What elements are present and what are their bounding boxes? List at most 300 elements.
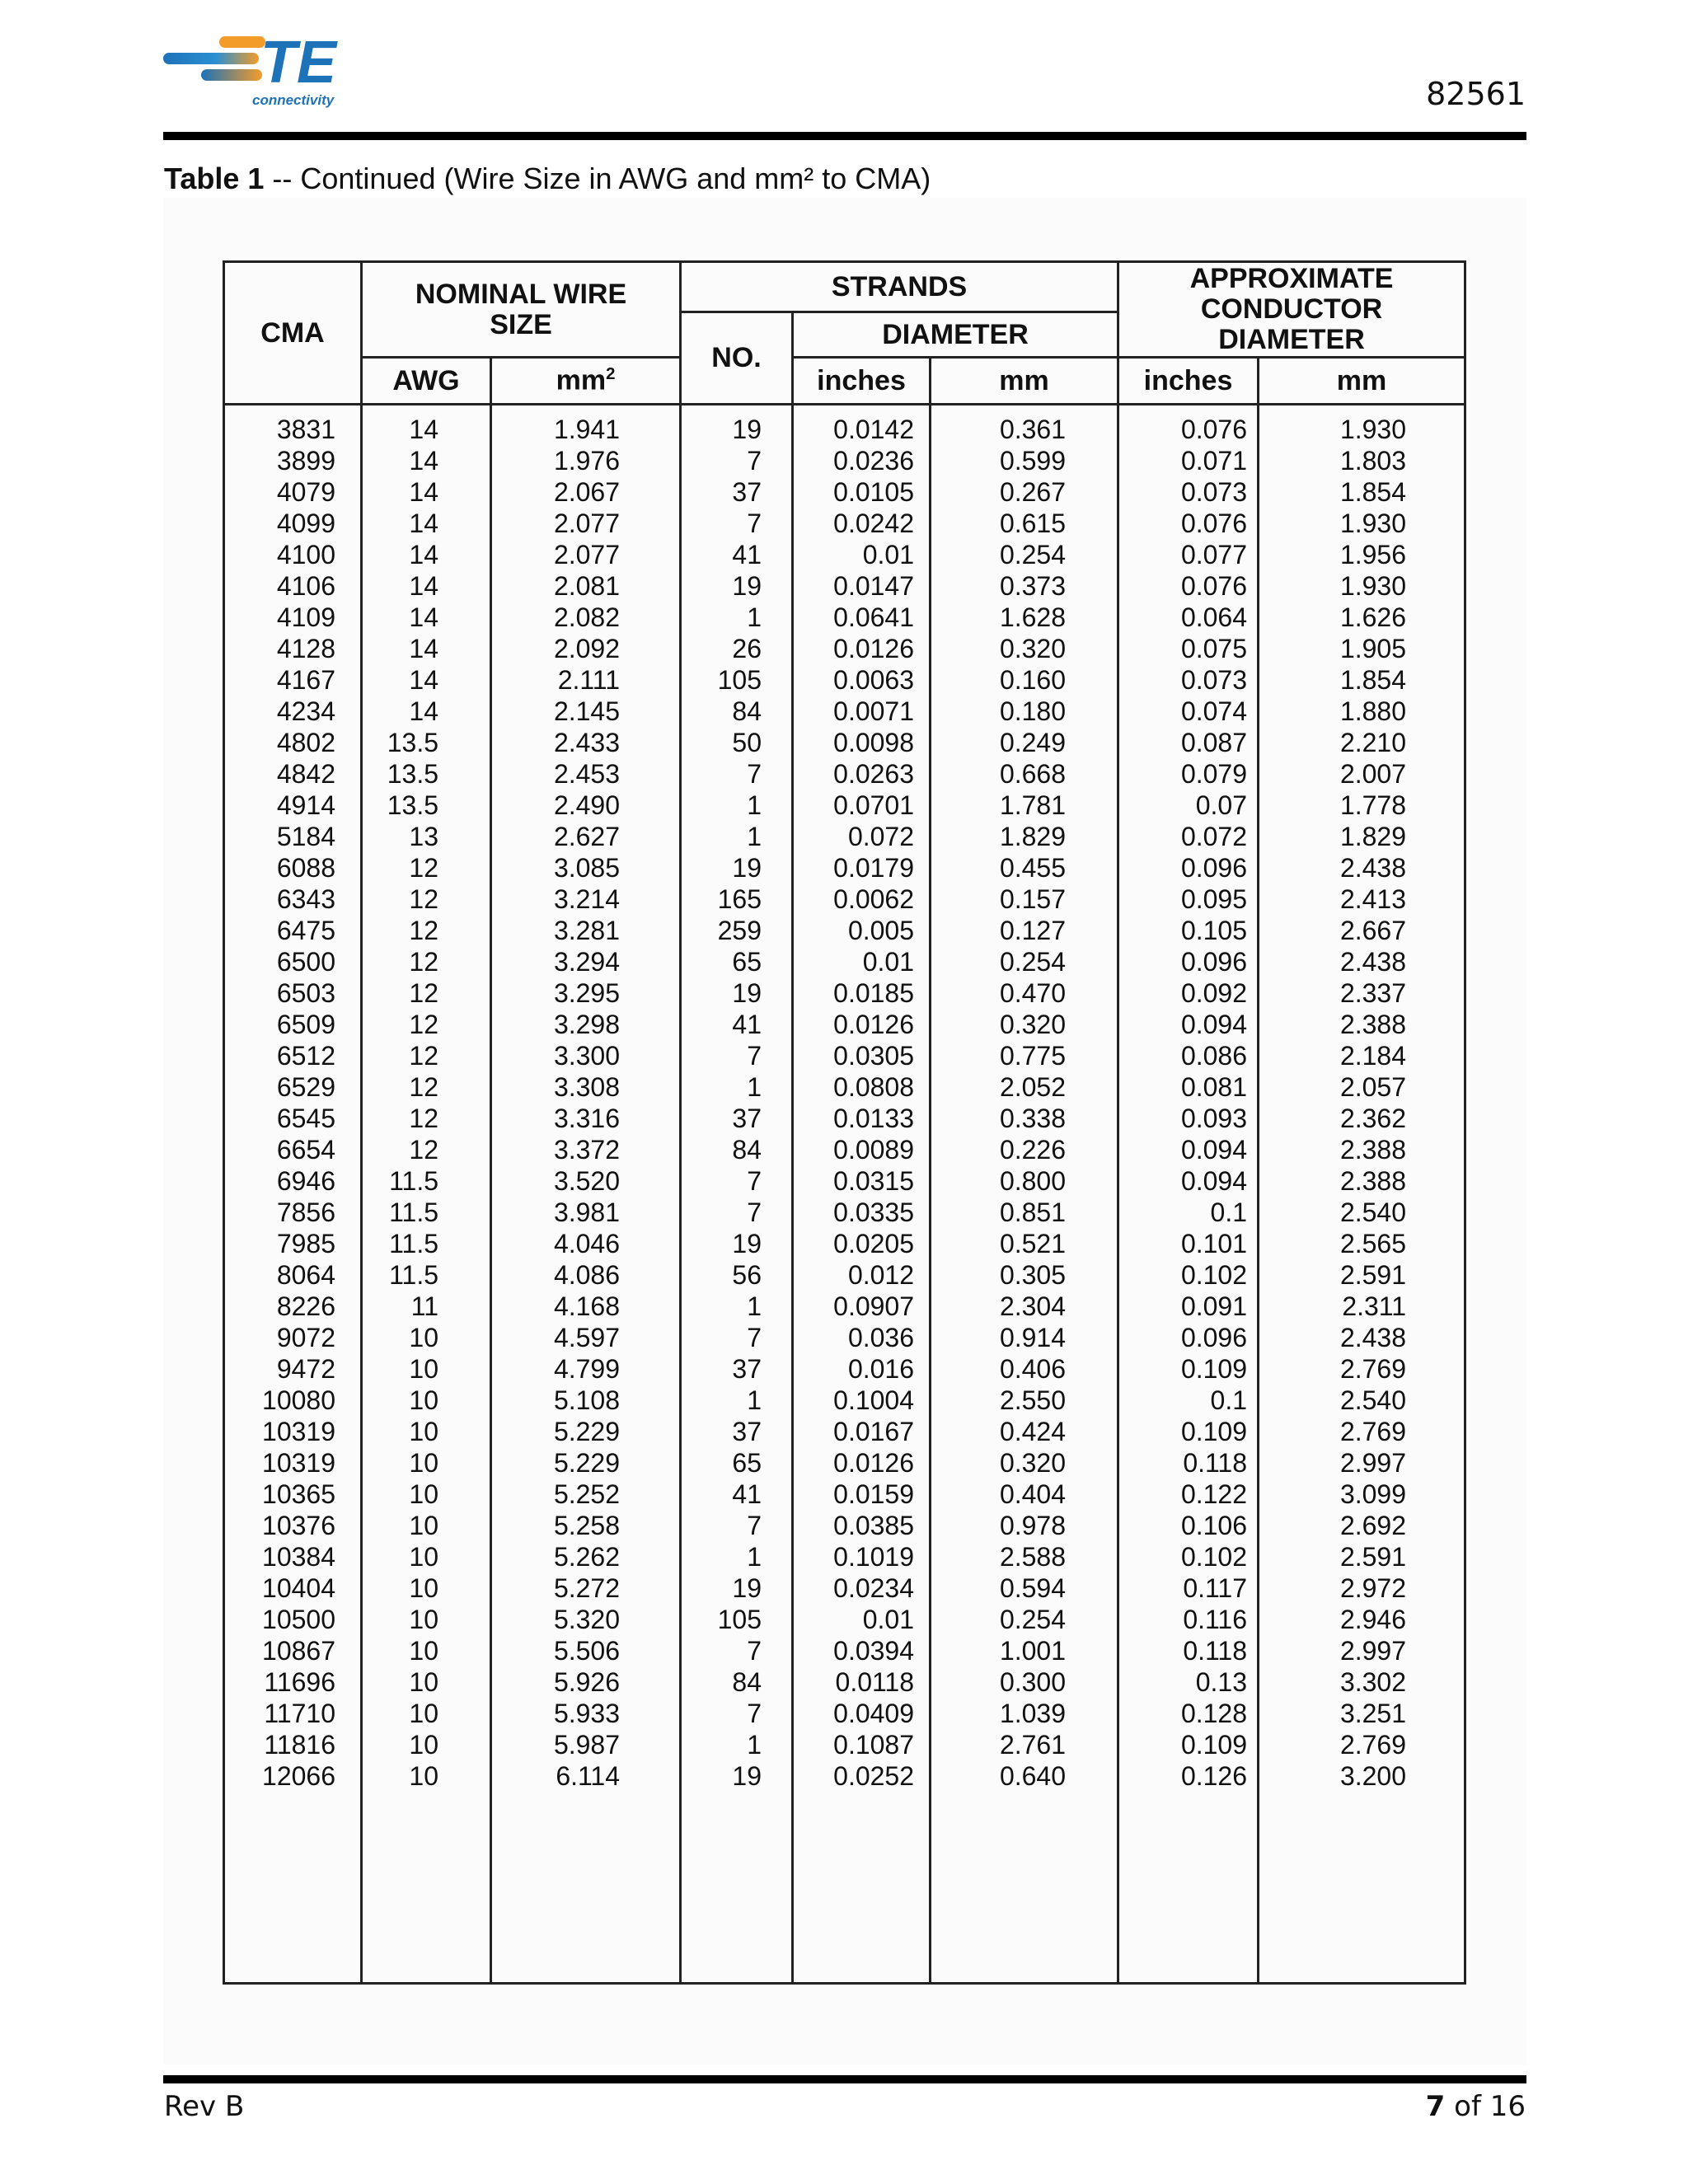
- cell-mm2: 5.229: [491, 1416, 681, 1447]
- cell-conductor-mm: 2.438: [1259, 946, 1465, 977]
- cell-awg: 11.5: [362, 1197, 491, 1228]
- cell-strand-inches: 0.0126: [793, 1447, 931, 1479]
- table-row: [224, 1729, 1465, 1760]
- cell-strand-count: 7: [681, 1698, 793, 1729]
- cell-strand-count: 7: [681, 508, 793, 539]
- cell-mm2: 2.082: [491, 602, 681, 633]
- header-rule: [163, 132, 1526, 140]
- cell-conductor-inches: 0.102: [1118, 1541, 1259, 1572]
- cell-cma: 11816: [224, 1729, 362, 1760]
- table-row: [224, 1134, 1465, 1165]
- cell-awg: 13.5: [362, 790, 491, 821]
- cell-awg: 12: [362, 852, 491, 883]
- cell-awg: 14: [362, 664, 491, 696]
- cell-strand-mm: 0.851: [931, 1197, 1118, 1228]
- cell-strand-mm: 0.599: [931, 445, 1118, 476]
- cell-strand-inches: 0.0098: [793, 727, 931, 758]
- cell-conductor-mm: 1.930: [1259, 508, 1465, 539]
- cell-strand-count: 1: [681, 1071, 793, 1103]
- filler-cell: [931, 1792, 1118, 1984]
- cell-strand-mm: 0.267: [931, 476, 1118, 508]
- cell-strand-inches: 0.005: [793, 915, 931, 946]
- document-number: 82561: [1426, 76, 1526, 112]
- table-row: [224, 1103, 1465, 1134]
- cell-mm2: 5.252: [491, 1479, 681, 1510]
- cell-strand-inches: 0.0142: [793, 405, 931, 446]
- cell-strand-count: 19: [681, 1760, 793, 1792]
- cell-cma: 10080: [224, 1385, 362, 1416]
- cell-mm2: 3.214: [491, 883, 681, 915]
- cell-conductor-mm: 2.210: [1259, 727, 1465, 758]
- cell-strand-mm: 0.455: [931, 852, 1118, 883]
- cell-mm2: 5.229: [491, 1447, 681, 1479]
- te-connectivity-logo: [162, 33, 368, 111]
- cell-strand-mm: 0.320: [931, 633, 1118, 664]
- cell-strand-count: 165: [681, 883, 793, 915]
- cell-mm2: 1.976: [491, 445, 681, 476]
- table-row: [224, 1165, 1465, 1197]
- cell-strand-mm: 0.424: [931, 1416, 1118, 1447]
- cell-conductor-inches: 0.093: [1118, 1103, 1259, 1134]
- table-row: [224, 1259, 1465, 1291]
- cell-cma: 5184: [224, 821, 362, 852]
- cell-cma: 10500: [224, 1604, 362, 1635]
- cell-mm2: 3.316: [491, 1103, 681, 1134]
- cell-mm2: 3.294: [491, 946, 681, 977]
- cell-awg: 12: [362, 1040, 491, 1071]
- cell-conductor-inches: 0.118: [1118, 1635, 1259, 1666]
- cell-conductor-inches: 0.064: [1118, 602, 1259, 633]
- cell-conductor-inches: 0.094: [1118, 1165, 1259, 1197]
- cell-strand-count: 7: [681, 758, 793, 790]
- cell-conductor-mm: 2.997: [1259, 1447, 1465, 1479]
- cell-conductor-inches: 0.095: [1118, 883, 1259, 915]
- cell-cma: 4079: [224, 476, 362, 508]
- cell-conductor-inches: 0.072: [1118, 821, 1259, 852]
- cell-cma: 6946: [224, 1165, 362, 1197]
- cell-awg: 12: [362, 883, 491, 915]
- cell-strand-mm: 1.039: [931, 1698, 1118, 1729]
- cell-awg: 11.5: [362, 1259, 491, 1291]
- cell-conductor-mm: 2.769: [1259, 1353, 1465, 1385]
- cell-strand-mm: 1.829: [931, 821, 1118, 852]
- cell-strand-mm: 0.914: [931, 1322, 1118, 1353]
- cell-conductor-inches: 0.076: [1118, 508, 1259, 539]
- cell-conductor-mm: 2.769: [1259, 1416, 1465, 1447]
- cell-cma: 4802: [224, 727, 362, 758]
- cell-strand-inches: 0.0133: [793, 1103, 931, 1134]
- cell-mm2: 3.298: [491, 1009, 681, 1040]
- cell-strand-inches: 0.01: [793, 946, 931, 977]
- cell-cma: 6500: [224, 946, 362, 977]
- table-row: [224, 476, 1465, 508]
- table-row: [224, 1197, 1465, 1228]
- cell-conductor-inches: 0.071: [1118, 445, 1259, 476]
- cell-strand-inches: 0.0118: [793, 1666, 931, 1698]
- cell-conductor-inches: 0.117: [1118, 1572, 1259, 1604]
- cell-strand-mm: 0.254: [931, 946, 1118, 977]
- cell-cma: 8064: [224, 1259, 362, 1291]
- header-approx-conductor-diameter: [1118, 262, 1465, 358]
- cell-conductor-inches: 0.076: [1118, 405, 1259, 446]
- cell-strand-count: 1: [681, 790, 793, 821]
- cell-strand-mm: 0.406: [931, 1353, 1118, 1385]
- header-approx-label: APPROXIMATE CONDUCTOR DIAMETER: [1189, 263, 1394, 355]
- logo-brand-sub: connectivity: [252, 92, 335, 108]
- cell-conductor-mm: 2.057: [1259, 1071, 1465, 1103]
- cell-conductor-inches: 0.116: [1118, 1604, 1259, 1635]
- cell-conductor-inches: 0.128: [1118, 1698, 1259, 1729]
- table-row: [224, 508, 1465, 539]
- cell-awg: 12: [362, 946, 491, 977]
- cell-awg: 14: [362, 602, 491, 633]
- cell-strand-mm: 0.404: [931, 1479, 1118, 1510]
- cell-cma: 7985: [224, 1228, 362, 1259]
- cell-strand-count: 65: [681, 1447, 793, 1479]
- cell-strand-inches: 0.072: [793, 821, 931, 852]
- page-number: [1426, 2090, 1526, 2123]
- cell-mm2: 4.168: [491, 1291, 681, 1322]
- cell-mm2: 5.258: [491, 1510, 681, 1541]
- cell-strand-inches: 0.0315: [793, 1165, 931, 1197]
- cell-strand-count: 19: [681, 977, 793, 1009]
- cell-conductor-mm: 2.946: [1259, 1604, 1465, 1635]
- cell-strand-inches: 0.0147: [793, 570, 931, 602]
- cell-conductor-mm: 2.667: [1259, 915, 1465, 946]
- table-row: [224, 915, 1465, 946]
- cell-awg: 13.5: [362, 727, 491, 758]
- cell-strand-mm: 0.615: [931, 508, 1118, 539]
- cell-strand-count: 7: [681, 1510, 793, 1541]
- cell-cma: 4100: [224, 539, 362, 570]
- cell-awg: 11: [362, 1291, 491, 1322]
- cell-strand-inches: 0.0062: [793, 883, 931, 915]
- cell-mm2: 3.281: [491, 915, 681, 946]
- cell-conductor-inches: 0.094: [1118, 1134, 1259, 1165]
- cell-strand-count: 84: [681, 696, 793, 727]
- table-row: [224, 790, 1465, 821]
- cell-conductor-inches: 0.096: [1118, 946, 1259, 977]
- cell-mm2: 4.086: [491, 1259, 681, 1291]
- cell-strand-count: 84: [681, 1666, 793, 1698]
- cell-strand-inches: 0.0335: [793, 1197, 931, 1228]
- cell-conductor-mm: 2.388: [1259, 1165, 1465, 1197]
- cell-cma: 6512: [224, 1040, 362, 1071]
- cell-strand-inches: 0.0063: [793, 664, 931, 696]
- cell-conductor-mm: 2.438: [1259, 852, 1465, 883]
- cell-strand-count: 65: [681, 946, 793, 977]
- table-row: [224, 852, 1465, 883]
- cell-conductor-mm: 1.778: [1259, 790, 1465, 821]
- cell-cma: 10404: [224, 1572, 362, 1604]
- header-nominal-wire-size-label: NOMINAL WIRE SIZE: [415, 278, 627, 340]
- cell-cma: 4109: [224, 602, 362, 633]
- cell-conductor-mm: 2.591: [1259, 1541, 1465, 1572]
- cell-awg: 10: [362, 1353, 491, 1385]
- cell-conductor-inches: 0.073: [1118, 664, 1259, 696]
- cell-mm2: 2.627: [491, 821, 681, 852]
- cell-strand-inches: 0.0305: [793, 1040, 931, 1071]
- cell-strand-mm: 0.127: [931, 915, 1118, 946]
- cell-strand-count: 37: [681, 1416, 793, 1447]
- cell-conductor-mm: 1.854: [1259, 664, 1465, 696]
- cell-awg: 10: [362, 1666, 491, 1698]
- cell-strand-inches: 0.1019: [793, 1541, 931, 1572]
- cell-strand-mm: 2.304: [931, 1291, 1118, 1322]
- cell-cma: 10867: [224, 1635, 362, 1666]
- cell-strand-count: 1: [681, 821, 793, 852]
- cell-awg: 10: [362, 1479, 491, 1510]
- cell-conductor-inches: 0.118: [1118, 1447, 1259, 1479]
- cell-conductor-inches: 0.081: [1118, 1071, 1259, 1103]
- cell-strand-mm: 0.249: [931, 727, 1118, 758]
- cell-mm2: 2.145: [491, 696, 681, 727]
- cell-conductor-mm: 2.540: [1259, 1197, 1465, 1228]
- cell-conductor-mm: 2.769: [1259, 1729, 1465, 1760]
- cell-strand-mm: 0.361: [931, 405, 1118, 446]
- cell-cma: 6529: [224, 1071, 362, 1103]
- cell-strand-inches: 0.0167: [793, 1416, 931, 1447]
- cell-mm2: 3.372: [491, 1134, 681, 1165]
- cell-mm2: 2.490: [491, 790, 681, 821]
- cell-conductor-inches: 0.102: [1118, 1259, 1259, 1291]
- page-total: of 16: [1454, 2090, 1526, 2123]
- cell-strand-count: 7: [681, 1322, 793, 1353]
- table-row: [224, 1447, 1465, 1479]
- cell-strand-count: 1: [681, 1291, 793, 1322]
- cell-strand-inches: 0.0242: [793, 508, 931, 539]
- cell-strand-mm: 2.052: [931, 1071, 1118, 1103]
- cell-strand-mm: 0.668: [931, 758, 1118, 790]
- cell-conductor-mm: 1.803: [1259, 445, 1465, 476]
- cell-cma: 4106: [224, 570, 362, 602]
- table-caption-label: Table 1: [164, 162, 265, 195]
- table-row: [224, 445, 1465, 476]
- cell-conductor-inches: 0.126: [1118, 1760, 1259, 1792]
- cell-mm2: 2.077: [491, 539, 681, 570]
- page-current: 7: [1425, 2090, 1446, 2123]
- logo-brand-text: TE: [260, 33, 337, 96]
- cell-conductor-mm: 1.956: [1259, 539, 1465, 570]
- cell-strand-mm: 0.160: [931, 664, 1118, 696]
- cell-strand-inches: 0.0641: [793, 602, 931, 633]
- cell-conductor-inches: 0.094: [1118, 1009, 1259, 1040]
- cell-cma: 6654: [224, 1134, 362, 1165]
- cell-mm2: 2.111: [491, 664, 681, 696]
- cell-strand-count: 37: [681, 476, 793, 508]
- cell-strand-mm: 0.254: [931, 1604, 1118, 1635]
- cell-mm2: 3.295: [491, 977, 681, 1009]
- cell-strand-mm: 0.338: [931, 1103, 1118, 1134]
- cell-mm2: 5.987: [491, 1729, 681, 1760]
- table-row: [224, 602, 1465, 633]
- wire-size-table: [223, 260, 1466, 1985]
- cell-strand-count: 7: [681, 1040, 793, 1071]
- cell-mm2: 2.077: [491, 508, 681, 539]
- cell-mm2: 2.092: [491, 633, 681, 664]
- cell-strand-inches: 0.0179: [793, 852, 931, 883]
- filler-cell: [362, 1792, 491, 1984]
- cell-conductor-mm: 3.099: [1259, 1479, 1465, 1510]
- cell-conductor-inches: 0.076: [1118, 570, 1259, 602]
- table-row: [224, 1541, 1465, 1572]
- table-body: [224, 405, 1465, 1984]
- cell-strand-inches: 0.01: [793, 1604, 931, 1635]
- cell-mm2: 2.433: [491, 727, 681, 758]
- cell-cma: 10365: [224, 1479, 362, 1510]
- cell-awg: 10: [362, 1572, 491, 1604]
- cell-strand-count: 84: [681, 1134, 793, 1165]
- cell-strand-inches: 0.0252: [793, 1760, 931, 1792]
- header-mm2-superscript: 2: [606, 365, 616, 384]
- cell-conductor-inches: 0.105: [1118, 915, 1259, 946]
- cell-mm2: 5.108: [491, 1385, 681, 1416]
- cell-conductor-inches: 0.073: [1118, 476, 1259, 508]
- table-row: [224, 1604, 1465, 1635]
- header-strand-no: NO.: [681, 312, 793, 405]
- cell-conductor-mm: 3.302: [1259, 1666, 1465, 1698]
- cell-awg: 12: [362, 1134, 491, 1165]
- header-mm2-label: mm: [556, 364, 607, 396]
- cell-awg: 10: [362, 1322, 491, 1353]
- cell-strand-mm: 0.320: [931, 1009, 1118, 1040]
- cell-mm2: 5.272: [491, 1572, 681, 1604]
- cell-awg: 13: [362, 821, 491, 852]
- table-row: [224, 1322, 1465, 1353]
- cell-strand-inches: 0.0205: [793, 1228, 931, 1259]
- cell-strand-count: 37: [681, 1103, 793, 1134]
- table-row: [224, 1385, 1465, 1416]
- cell-conductor-inches: 0.096: [1118, 1322, 1259, 1353]
- table-row: [224, 1760, 1465, 1792]
- cell-conductor-inches: 0.074: [1118, 696, 1259, 727]
- header-cma: CMA: [224, 262, 362, 405]
- revision-label: Rev B: [164, 2090, 245, 2123]
- table-row: [224, 1040, 1465, 1071]
- cell-awg: 14: [362, 445, 491, 476]
- cell-strand-mm: 0.373: [931, 570, 1118, 602]
- cell-awg: 14: [362, 539, 491, 570]
- cell-conductor-inches: 0.122: [1118, 1479, 1259, 1510]
- cell-conductor-inches: 0.07: [1118, 790, 1259, 821]
- cell-awg: 11.5: [362, 1228, 491, 1259]
- cell-conductor-inches: 0.106: [1118, 1510, 1259, 1541]
- cell-strand-count: 1: [681, 1385, 793, 1416]
- cell-awg: 14: [362, 570, 491, 602]
- cell-conductor-inches: 0.1: [1118, 1385, 1259, 1416]
- cell-strand-mm: 0.320: [931, 1447, 1118, 1479]
- table-row: [224, 1353, 1465, 1385]
- cell-strand-mm: 0.180: [931, 696, 1118, 727]
- cell-strand-mm: 0.594: [931, 1572, 1118, 1604]
- cell-cma: 4167: [224, 664, 362, 696]
- table-row: [224, 1635, 1465, 1666]
- header-strand-diameter: DIAMETER: [793, 312, 1118, 358]
- cell-strand-inches: 0.0089: [793, 1134, 931, 1165]
- cell-strand-count: 41: [681, 1009, 793, 1040]
- table-filler-row: [224, 1792, 1465, 1984]
- cell-conductor-inches: 0.086: [1118, 1040, 1259, 1071]
- cell-strand-inches: 0.0185: [793, 977, 931, 1009]
- cell-awg: 10: [362, 1604, 491, 1635]
- cell-mm2: 5.926: [491, 1666, 681, 1698]
- cell-conductor-mm: 2.997: [1259, 1635, 1465, 1666]
- cell-cma: 3899: [224, 445, 362, 476]
- cell-strand-inches: 0.0126: [793, 1009, 931, 1040]
- cell-cma: 10376: [224, 1510, 362, 1541]
- cell-strand-count: 7: [681, 1197, 793, 1228]
- cell-conductor-inches: 0.096: [1118, 852, 1259, 883]
- cell-conductor-mm: 2.591: [1259, 1259, 1465, 1291]
- cell-conductor-mm: 1.930: [1259, 405, 1465, 446]
- table-row: [224, 1291, 1465, 1322]
- cell-awg: 12: [362, 1103, 491, 1134]
- cell-strand-mm: 0.254: [931, 539, 1118, 570]
- cell-conductor-mm: 2.337: [1259, 977, 1465, 1009]
- cell-strand-mm: 0.978: [931, 1510, 1118, 1541]
- cell-awg: 10: [362, 1760, 491, 1792]
- cell-cma: 6088: [224, 852, 362, 883]
- cell-strand-count: 7: [681, 1635, 793, 1666]
- cell-strand-count: 37: [681, 1353, 793, 1385]
- logo-swoosh-bot: [201, 69, 262, 81]
- cell-awg: 14: [362, 405, 491, 446]
- cell-strand-inches: 0.0159: [793, 1479, 931, 1510]
- cell-strand-count: 1: [681, 1541, 793, 1572]
- cell-conductor-mm: 2.311: [1259, 1291, 1465, 1322]
- cell-awg: 12: [362, 1009, 491, 1040]
- table-caption: [164, 162, 931, 196]
- cell-cma: 6509: [224, 1009, 362, 1040]
- cell-awg: 12: [362, 977, 491, 1009]
- cell-strand-inches: 0.0907: [793, 1291, 931, 1322]
- table-row: [224, 570, 1465, 602]
- cell-strand-inches: 0.0071: [793, 696, 931, 727]
- cell-awg: 14: [362, 476, 491, 508]
- cell-cma: 4842: [224, 758, 362, 790]
- cell-cma: 4128: [224, 633, 362, 664]
- table-row: [224, 539, 1465, 570]
- cell-conductor-mm: 1.854: [1259, 476, 1465, 508]
- cell-conductor-mm: 1.880: [1259, 696, 1465, 727]
- cell-strand-count: 105: [681, 664, 793, 696]
- table-row: [224, 1698, 1465, 1729]
- cell-strand-inches: 0.036: [793, 1322, 931, 1353]
- cell-cma: 10319: [224, 1416, 362, 1447]
- filler-cell: [224, 1792, 362, 1984]
- table-row: [224, 758, 1465, 790]
- table-row: [224, 883, 1465, 915]
- table-row: [224, 405, 1465, 446]
- cell-strand-mm: 0.800: [931, 1165, 1118, 1197]
- cell-strand-inches: 0.0808: [793, 1071, 931, 1103]
- table-row: [224, 1572, 1465, 1604]
- cell-conductor-mm: 1.905: [1259, 633, 1465, 664]
- cell-awg: 13.5: [362, 758, 491, 790]
- cell-conductor-inches: 0.101: [1118, 1228, 1259, 1259]
- cell-awg: 12: [362, 915, 491, 946]
- cell-mm2: 3.300: [491, 1040, 681, 1071]
- cell-mm2: 3.085: [491, 852, 681, 883]
- cell-strand-inches: 0.0701: [793, 790, 931, 821]
- cell-strand-count: 41: [681, 539, 793, 570]
- cell-mm2: 3.520: [491, 1165, 681, 1197]
- cell-cma: 9472: [224, 1353, 362, 1385]
- cell-strand-inches: 0.0236: [793, 445, 931, 476]
- cell-conductor-mm: 1.829: [1259, 821, 1465, 852]
- table-row: [224, 696, 1465, 727]
- cell-strand-mm: 0.226: [931, 1134, 1118, 1165]
